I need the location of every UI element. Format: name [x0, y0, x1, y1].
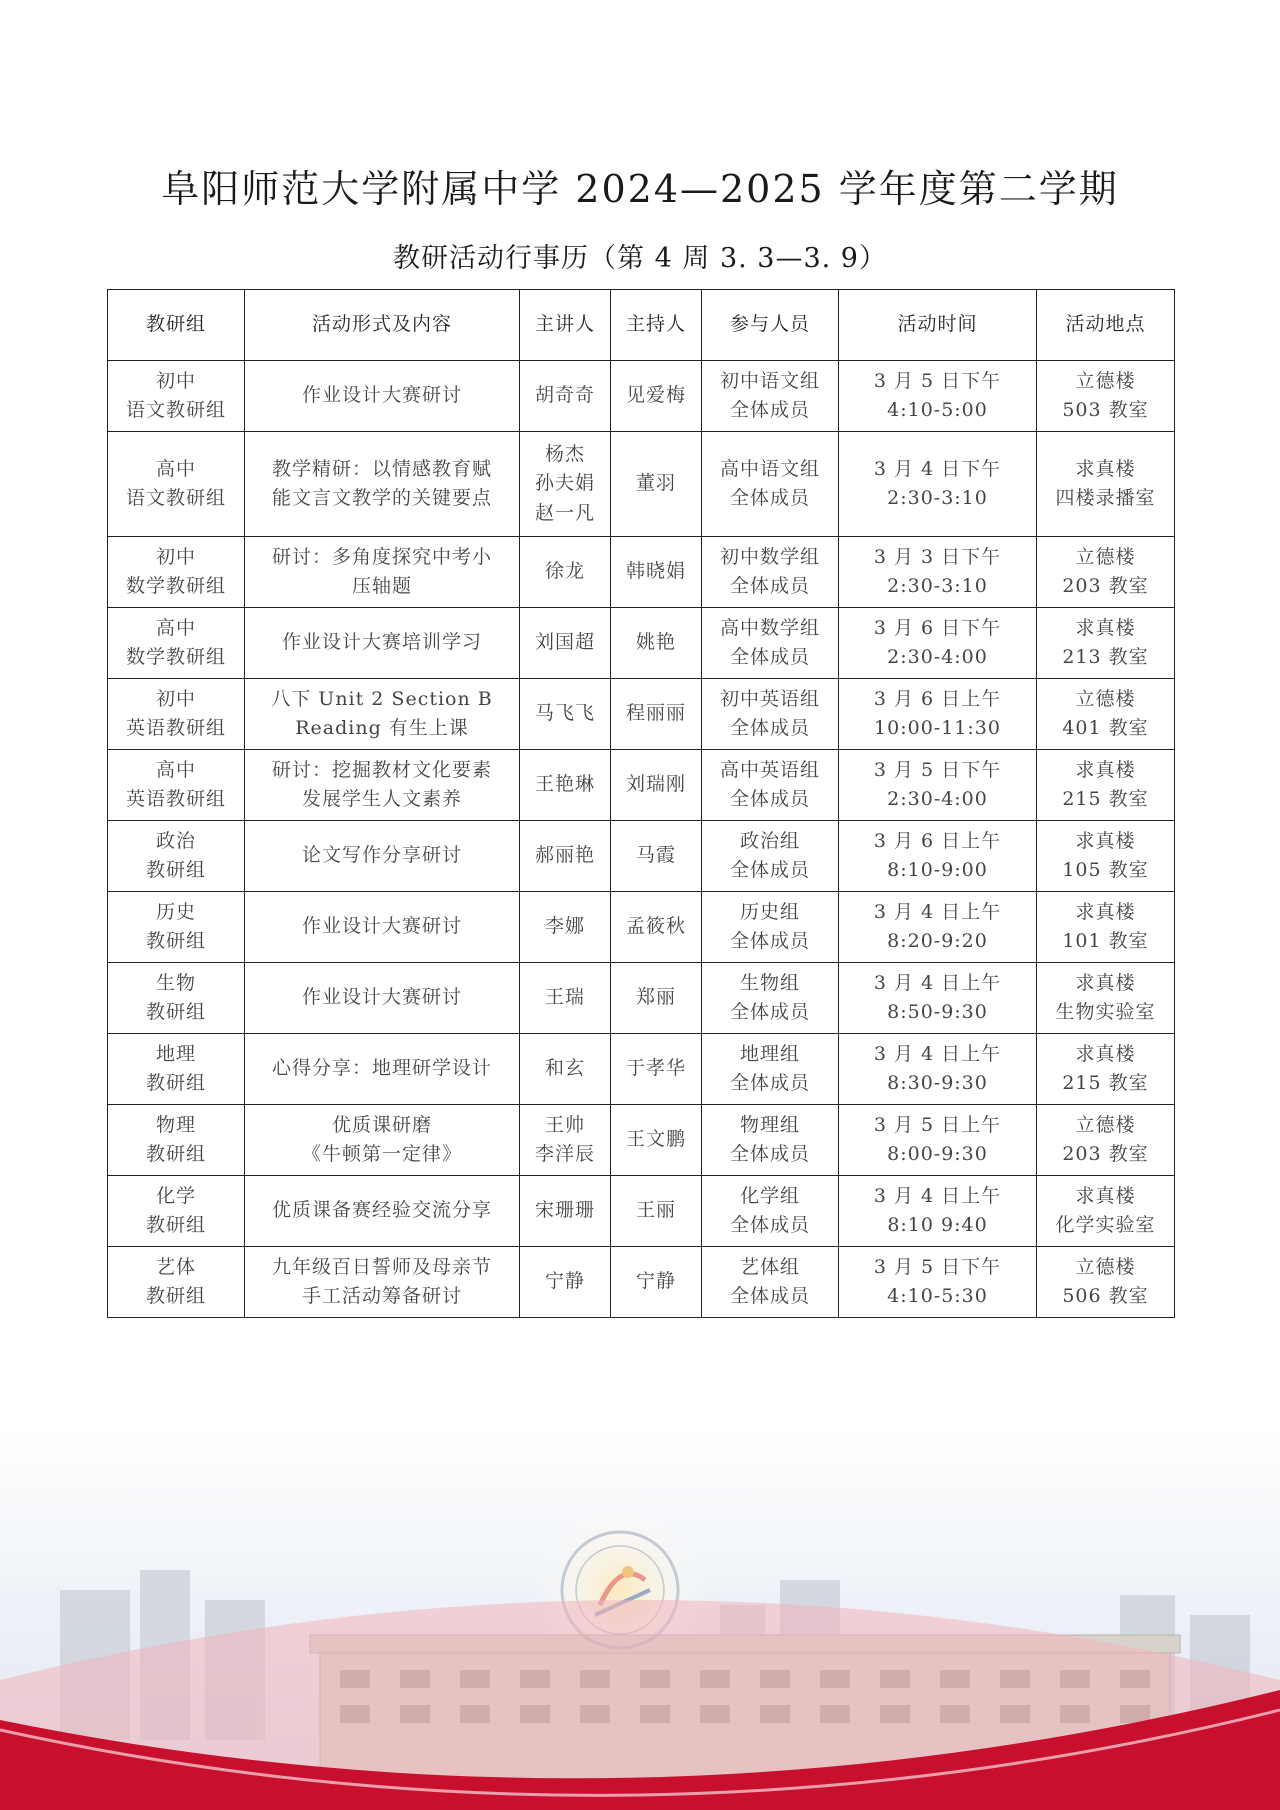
cell-host: 姚艳 — [611, 608, 702, 679]
cell-content: 教学精研：以情感教育赋 能文言文教学的关键要点 — [245, 432, 520, 537]
cell-content: 作业设计大赛研讨 — [245, 361, 520, 432]
cell-group: 高中 语文教研组 — [108, 432, 245, 537]
cell-time: 3 月 4 日下午 2:30-3:10 — [839, 432, 1037, 537]
cell-place: 求真楼 101 教室 — [1037, 892, 1175, 963]
cell-host: 孟筱秋 — [611, 892, 702, 963]
cell-group: 初中 语文教研组 — [108, 361, 245, 432]
cell-place: 求真楼 四楼录播室 — [1037, 432, 1175, 537]
cell-participants: 初中英语组 全体成员 — [702, 679, 839, 750]
cell-participants: 地理组 全体成员 — [702, 1034, 839, 1105]
cell-group: 历史 教研组 — [108, 892, 245, 963]
header-time: 活动时间 — [839, 290, 1037, 361]
cell-content: 优质课研磨 《牛顿第一定律》 — [245, 1105, 520, 1176]
table-row — [108, 608, 1175, 679]
cell-speaker: 王瑞 — [520, 963, 611, 1034]
cell-place: 求真楼 213 教室 — [1037, 608, 1175, 679]
cell-host: 王丽 — [611, 1176, 702, 1247]
header-speaker: 主讲人 — [520, 290, 611, 361]
cell-speaker: 宋珊珊 — [520, 1176, 611, 1247]
table-row — [108, 963, 1175, 1034]
cell-group: 初中 数学教研组 — [108, 537, 245, 608]
cell-content: 研讨：挖掘教材文化要素 发展学生人文素养 — [245, 750, 520, 821]
cell-group: 初中 英语教研组 — [108, 679, 245, 750]
cell-group: 高中 数学教研组 — [108, 608, 245, 679]
cell-place: 立德楼 401 教室 — [1037, 679, 1175, 750]
cell-content: 心得分享：地理研学设计 — [245, 1034, 520, 1105]
cell-participants: 生物组 全体成员 — [702, 963, 839, 1034]
cell-participants: 高中英语组 全体成员 — [702, 750, 839, 821]
cell-speaker: 胡奇奇 — [520, 361, 611, 432]
table-row — [108, 537, 1175, 608]
cell-group: 高中 英语教研组 — [108, 750, 245, 821]
cell-time: 3 月 5 日上午 8:00-9:30 — [839, 1105, 1037, 1176]
header-place: 活动地点 — [1037, 290, 1175, 361]
cell-speaker: 刘国超 — [520, 608, 611, 679]
header-participants: 参与人员 — [702, 290, 839, 361]
cell-place: 立德楼 503 教室 — [1037, 361, 1175, 432]
table-header-row — [108, 290, 1175, 361]
cell-time: 3 月 5 日下午 4:10-5:30 — [839, 1247, 1037, 1318]
cell-content: 九年级百日誓师及母亲节 手工活动筹备研讨 — [245, 1247, 520, 1318]
cell-time: 3 月 6 日上午 8:10-9:00 — [839, 821, 1037, 892]
cell-time: 3 月 4 日上午 8:10 9:40 — [839, 1176, 1037, 1247]
table-row — [108, 750, 1175, 821]
cell-group: 物理 教研组 — [108, 1105, 245, 1176]
table-row — [108, 1247, 1175, 1318]
page-subtitle: 教研活动行事历（第 4 周 3. 3—3. 9） — [393, 243, 887, 274]
cell-speaker: 杨杰 孙夫娟 赵一凡 — [520, 432, 611, 537]
cell-participants: 艺体组 全体成员 — [702, 1247, 839, 1318]
cell-host: 见爱梅 — [611, 361, 702, 432]
cell-host: 程丽丽 — [611, 679, 702, 750]
cell-content: 作业设计大赛培训学习 — [245, 608, 520, 679]
cell-participants: 高中语文组 全体成员 — [702, 432, 839, 537]
cell-speaker: 郝丽艳 — [520, 821, 611, 892]
cell-participants: 历史组 全体成员 — [702, 892, 839, 963]
cell-participants: 政治组 全体成员 — [702, 821, 839, 892]
table-row — [108, 1176, 1175, 1247]
table-row — [108, 361, 1175, 432]
table-row — [108, 432, 1175, 537]
cell-host: 韩晓娟 — [611, 537, 702, 608]
cell-speaker: 和玄 — [520, 1034, 611, 1105]
cell-participants: 高中数学组 全体成员 — [702, 608, 839, 679]
cell-participants: 初中语文组 全体成员 — [702, 361, 839, 432]
header-content: 活动形式及内容 — [245, 290, 520, 361]
cell-participants: 初中数学组 全体成员 — [702, 537, 839, 608]
cell-speaker: 李娜 — [520, 892, 611, 963]
cell-content: 作业设计大赛研讨 — [245, 892, 520, 963]
cell-speaker: 马飞飞 — [520, 679, 611, 750]
cell-host: 马霞 — [611, 821, 702, 892]
cell-group: 生物 教研组 — [108, 963, 245, 1034]
table-row — [108, 679, 1175, 750]
cell-content: 论文写作分享研讨 — [245, 821, 520, 892]
cell-speaker: 王帅 李洋辰 — [520, 1105, 611, 1176]
cell-time: 3 月 4 日上午 8:50-9:30 — [839, 963, 1037, 1034]
cell-time: 3 月 4 日上午 8:20-9:20 — [839, 892, 1037, 963]
cell-group: 艺体 教研组 — [108, 1247, 245, 1318]
cell-time: 3 月 6 日上午 10:00-11:30 — [839, 679, 1037, 750]
cell-place: 立德楼 203 教室 — [1037, 1105, 1175, 1176]
cell-speaker: 宁静 — [520, 1247, 611, 1318]
cell-host: 董羽 — [611, 432, 702, 537]
schedule-table — [107, 289, 1175, 1318]
cell-place: 求真楼 生物实验室 — [1037, 963, 1175, 1034]
cell-host: 王文鹏 — [611, 1105, 702, 1176]
table-row — [108, 1105, 1175, 1176]
cell-time: 3 月 6 日下午 2:30-4:00 — [839, 608, 1037, 679]
cell-group: 化学 教研组 — [108, 1176, 245, 1247]
table-row — [108, 821, 1175, 892]
cell-speaker: 王艳琳 — [520, 750, 611, 821]
table-body — [108, 361, 1175, 1318]
cell-time: 3 月 5 日下午 4:10-5:00 — [839, 361, 1037, 432]
campus-banner — [0, 1430, 1280, 1810]
cell-participants: 物理组 全体成员 — [702, 1105, 839, 1176]
cell-participants: 化学组 全体成员 — [702, 1176, 839, 1247]
cell-place: 立德楼 506 教室 — [1037, 1247, 1175, 1318]
cell-content: 作业设计大赛研讨 — [245, 963, 520, 1034]
cell-host: 刘瑞刚 — [611, 750, 702, 821]
cell-place: 求真楼 215 教室 — [1037, 1034, 1175, 1105]
cell-speaker: 徐龙 — [520, 537, 611, 608]
cell-content: 八下 Unit 2 Section B Reading 有生上课 — [245, 679, 520, 750]
table-row — [108, 892, 1175, 963]
table-row — [108, 1034, 1175, 1105]
cell-place: 立德楼 203 教室 — [1037, 537, 1175, 608]
cell-group: 政治 教研组 — [108, 821, 245, 892]
cell-time: 3 月 5 日下午 2:30-4:00 — [839, 750, 1037, 821]
cell-group: 地理 教研组 — [108, 1034, 245, 1105]
cell-host: 郑丽 — [611, 963, 702, 1034]
cell-place: 求真楼 化学实验室 — [1037, 1176, 1175, 1247]
page-title: 阜阳师范大学附属中学 2024—2025 学年度第二学期 — [161, 167, 1119, 211]
cell-place: 求真楼 105 教室 — [1037, 821, 1175, 892]
cell-content: 研讨：多角度探究中考小 压轴题 — [245, 537, 520, 608]
cell-time: 3 月 4 日上午 8:30-9:30 — [839, 1034, 1037, 1105]
header-group: 教研组 — [108, 290, 245, 361]
cell-content: 优质课备赛经验交流分享 — [245, 1176, 520, 1247]
cell-host: 于孝华 — [611, 1034, 702, 1105]
cell-time: 3 月 3 日下午 2:30-3:10 — [839, 537, 1037, 608]
cell-host: 宁静 — [611, 1247, 702, 1318]
cell-place: 求真楼 215 教室 — [1037, 750, 1175, 821]
header-host: 主持人 — [611, 290, 702, 361]
